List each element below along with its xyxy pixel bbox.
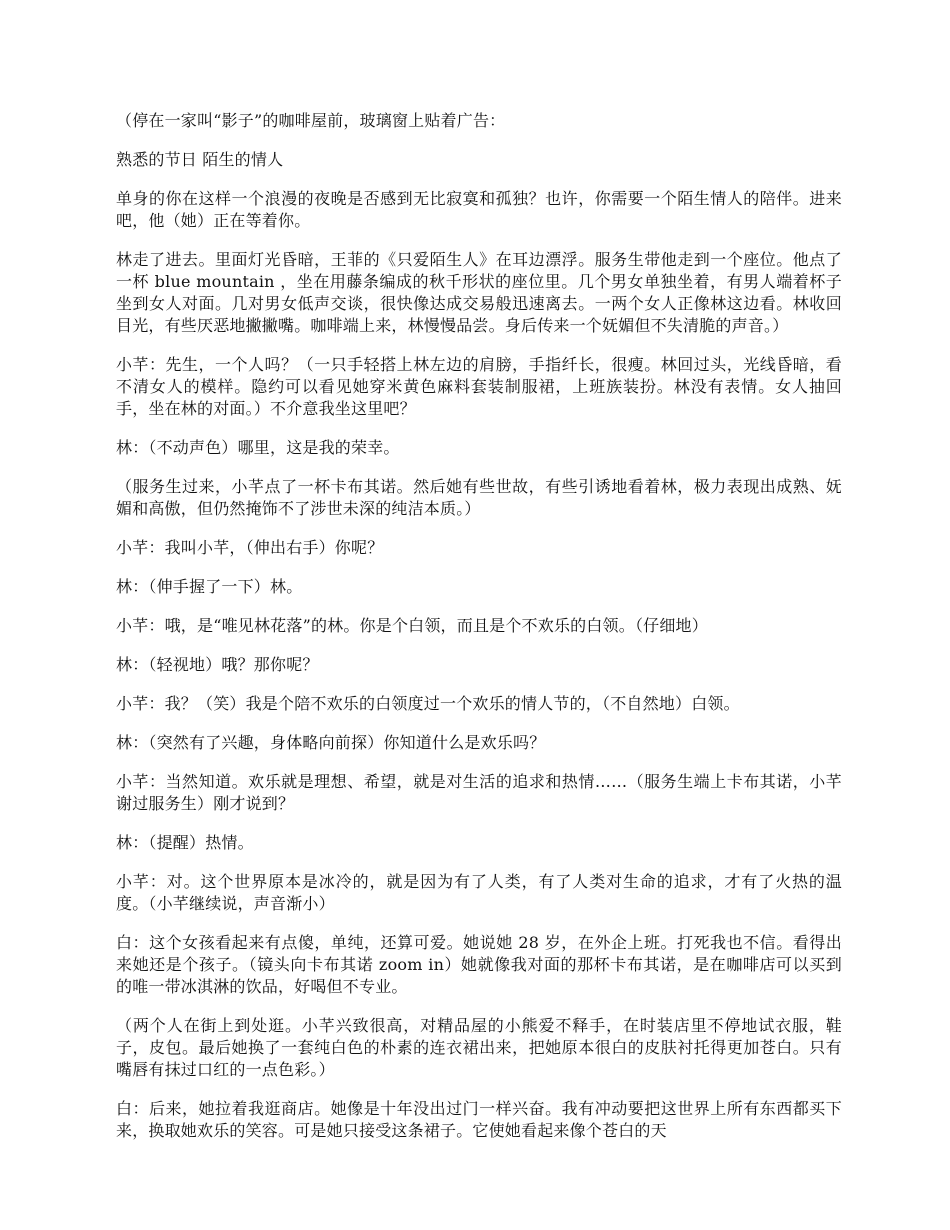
dialogue-paragraph: 小芊：我？（笑）我是个陪不欢乐的白领度过一个欢乐的情人节的，（不自然地）白领。 xyxy=(116,694,740,713)
dialogue-paragraph: 小芊：对。这个世界原本是冰冷的，就是因为有了人类，有了人类对生命的追求，才有了火热的温度。（小芊继续说，声音渐小） xyxy=(116,872,842,913)
stage-direction-paragraph: （服务生过来，小芊点了一杯卡布其诺。然后她有些世故，有些引诱地看着林，极力表现出成熟、妩媚和高傲，但仍然掩饰不了涉世未深的纯洁本质。） xyxy=(116,477,842,518)
ad-body-paragraph: 单身的你在这样一个浪漫的夜晚是否感到无比寂寞和孤独？也许，你需要一个陌生情人的陪伴。进来吧，他（她）正在等着你。 xyxy=(116,189,842,230)
dialogue-paragraph: 林：（突然有了兴趣，身体略向前探）你知道什么是欢乐吗？ xyxy=(116,733,546,752)
stage-direction-paragraph: （停在一家叫“影子”的咖啡屋前，玻璃窗上贴着广告： xyxy=(116,111,506,130)
document-page xyxy=(116,110,842,1159)
monologue-paragraph: 白：后来，她拉着我逛商店。她像是十年没出过门一样兴奋。我有冲动要把这世界上所有东西都买下来，换取她欢乐的笑容。可是她只接受这条裙子。它使她看起来像个苍白的天 xyxy=(116,1099,842,1140)
dialogue-paragraph: 林：（提醒）热情。 xyxy=(116,833,254,852)
dialogue-paragraph: 小芊：先生，一个人吗？（一只手轻搭上林左边的肩膀，手指纤长，很瘦。林回过头，光线昏暗，看不清女人的模样。隐约可以看见她穿米黄色麻料套装制服裙，上班族装扮。林没有表情。女人抽回手，坐在林的对面。）不介意我坐这里吧？ xyxy=(116,355,842,418)
ad-title-paragraph: 熟悉的节日 陌生的情人 xyxy=(116,150,284,169)
stage-direction-paragraph: （两个人在街上到处逛。小芊兴致很高，对精品屋的小熊爱不释手，在时装店里不停地试衣服，鞋子，皮包。最后她换了一套纯白色的朴素的连衣裙出来，把她原本很白的皮肤衬托得更加苍白。只有嘴唇有抹过口红的一点色彩。） xyxy=(116,1016,842,1079)
dialogue-paragraph: 林：（伸手握了一下）林。 xyxy=(116,577,303,596)
dialogue-paragraph: 小芊：当然知道。欢乐就是理想、希望，就是对生活的追求和热情……（服务生端上卡布其诺，小芊谢过服务生）刚才说到？ xyxy=(116,772,842,813)
dialogue-paragraph: 林：（不动声色）哪里，这是我的荣幸。 xyxy=(116,438,400,457)
dialogue-paragraph: 小芊：哦，是“唯见林花落”的林。你是个白领，而且是个不欢乐的白领。（仔细地） xyxy=(116,616,708,635)
dialogue-paragraph: 林：（轻视地）哦？那你呢？ xyxy=(116,655,319,674)
dialogue-paragraph: 小芊：我叫小芊，（伸出右手）你呢？ xyxy=(116,538,384,557)
monologue-paragraph: 白：这个女孩看起来有点傻，单纯，还算可爱。她说她 28 岁，在外企上班。打死我也不信。看得出来她还是个孩子。（镜头向卡布其诺 zoom in）她就像我对面的那杯卡布其诺，是在咖啡店可以买到的唯一带冰淇淋的饮品，好喝但不专业。 xyxy=(116,933,842,996)
narration-paragraph: 林走了进去。里面灯光昏暗，王菲的《只爱陌生人》在耳边漂浮。服务生带他走到一个座位。他点了一杯 blue mountain ，坐在用藤条编成的秋千形状的座位里。几个男女单独坐着，有男人端着杯子坐到女人对面。几对男女低声交谈，很快像达成交易般迅速离去。一两个女人正像林这边看。林收回目光，有些厌恶地撇撇嘴。咖啡端上来，林慢慢品尝。身后传来一个妩媚但不失清脆的声音。） xyxy=(116,250,842,335)
